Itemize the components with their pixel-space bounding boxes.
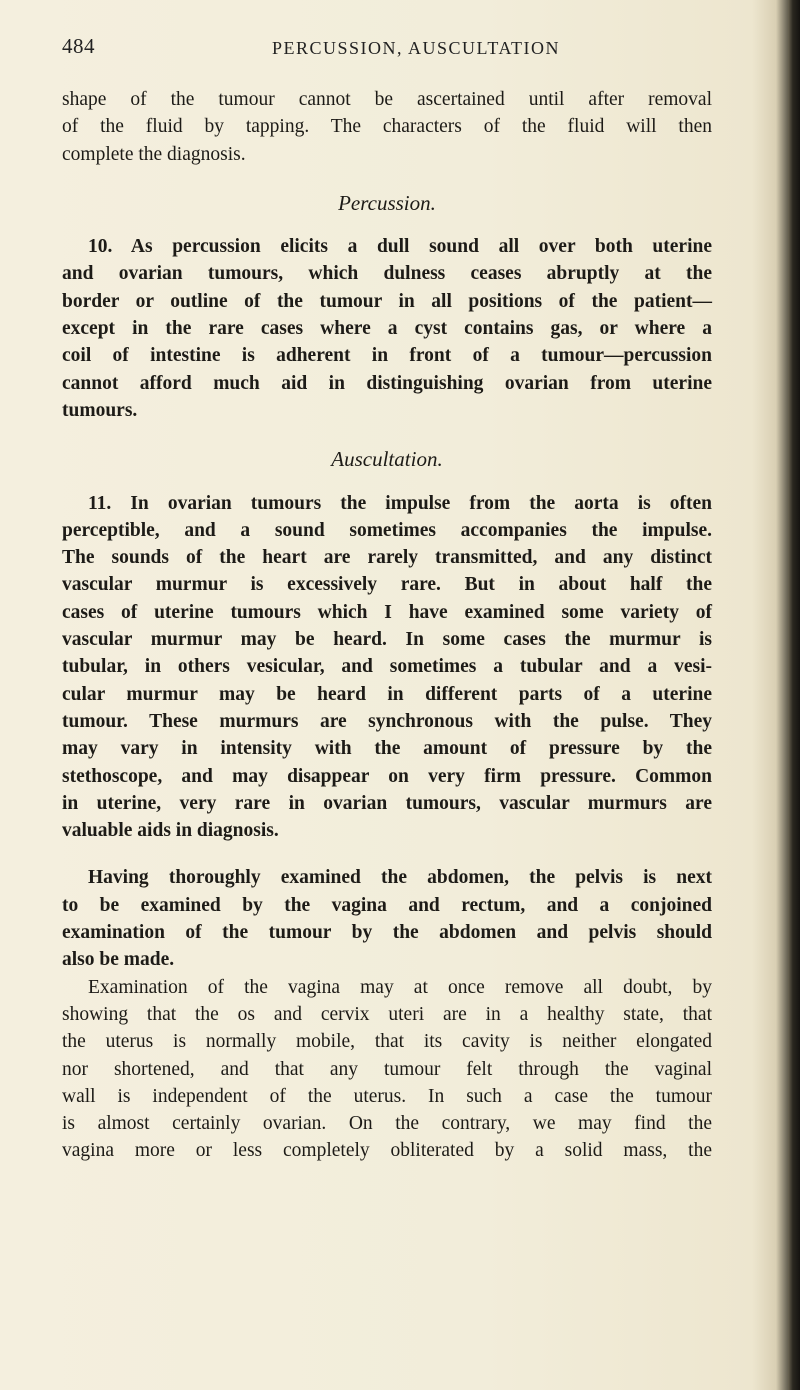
paragraph-having	[62, 864, 712, 973]
text-line: vagina more or less completely obliterated by a solid mass, the	[62, 1140, 712, 1162]
text-line: perceptible, and a sound sometimes accompanies the impulse.	[62, 519, 712, 541]
text-line: coil of intestine is adherent in front of a tumour—percussion	[62, 345, 712, 367]
text-line: may vary in intensity with the amount of pressure by the	[62, 738, 712, 760]
text-line: wall is independent of the uterus. In such a case the tumour	[62, 1085, 712, 1107]
text-line: Examination of the vagina may at once remove all doubt, by	[88, 976, 712, 998]
page-number: 484	[62, 34, 95, 58]
text-line: stethoscope, and may disappear on very firm pressure. Common	[62, 765, 712, 787]
text-line: valuable aids in diagnosis.	[62, 820, 279, 842]
text-line: shape of the tumour cannot be ascertained until after removal	[62, 89, 712, 110]
text-line: except in the rare cases where a cyst contains gas, or where a	[62, 318, 712, 340]
running-title: PERCUSSION, AUSCULTATION	[272, 38, 560, 58]
text-line: showing that the os and cervix uteri are in a healthy state, that	[62, 1003, 712, 1025]
text-line: cular murmur may be heard in different parts of a uterine	[62, 683, 712, 705]
paragraph-intro	[62, 86, 712, 168]
section-heading-auscultation: Auscultation.	[331, 447, 443, 472]
paragraph-examination	[62, 974, 712, 1165]
text-line: is almost certainly ovarian. On the contrary, we may find the	[62, 1113, 712, 1135]
text-line: nor shortened, and that any tumour felt through the vaginal	[62, 1058, 712, 1080]
text-line: the uterus is normally mobile, that its cavity is neither elongated	[62, 1031, 712, 1053]
text-line: 11. In ovarian tumours the impulse from the aorta is often	[88, 492, 712, 514]
text-line: cases of uterine tumours which I have examined some variety of	[62, 601, 712, 623]
text-line: tumours.	[62, 399, 138, 421]
paragraph-gap	[62, 844, 712, 864]
page-header	[62, 34, 712, 74]
text-line: 10. As percussion elicits a dull sound all over both uterine	[88, 236, 712, 258]
text-line: Having thoroughly examined the abdomen, the pelvis is next	[88, 867, 712, 889]
text-line: tubular, in others vesicular, and sometimes a tubular and a vesi-	[62, 656, 712, 678]
paragraph-10	[62, 233, 712, 424]
text-line: and ovarian tumours, which dulness ceases abruptly at the	[62, 263, 712, 285]
text-line: The sounds of the heart are rarely transmitted, and any distinct	[62, 547, 712, 569]
text-line: vascular murmur may be heard. In some cases the murmur is	[62, 629, 712, 651]
body-text	[62, 86, 712, 1165]
text-line: border or outline of the tumour in all positions of the patient—	[62, 290, 712, 312]
section-heading-percussion: Percussion.	[338, 190, 436, 215]
text-line: cannot afford much aid in distinguishing ovarian from uterine	[62, 372, 712, 394]
text-line: vascular murmur is excessively rare. But in about half the	[62, 574, 712, 596]
text-line: in uterine, very rare in ovarian tumours, vascular murmurs are	[62, 792, 712, 814]
text-line: to be examined by the vagina and rectum, and a conjoined	[62, 894, 712, 916]
book-spine-edge	[788, 0, 800, 1390]
text-line: tumour. These murmurs are synchronous with the pulse. They	[62, 710, 712, 732]
text-line: examination of the tumour by the abdomen and pelvis should	[62, 922, 712, 944]
text-line: complete the diagnosis.	[62, 143, 246, 165]
paragraph-11	[62, 490, 712, 845]
text-line: of the fluid by tapping. The characters of the fluid will then	[62, 116, 712, 138]
text-line: also be made.	[62, 949, 175, 971]
